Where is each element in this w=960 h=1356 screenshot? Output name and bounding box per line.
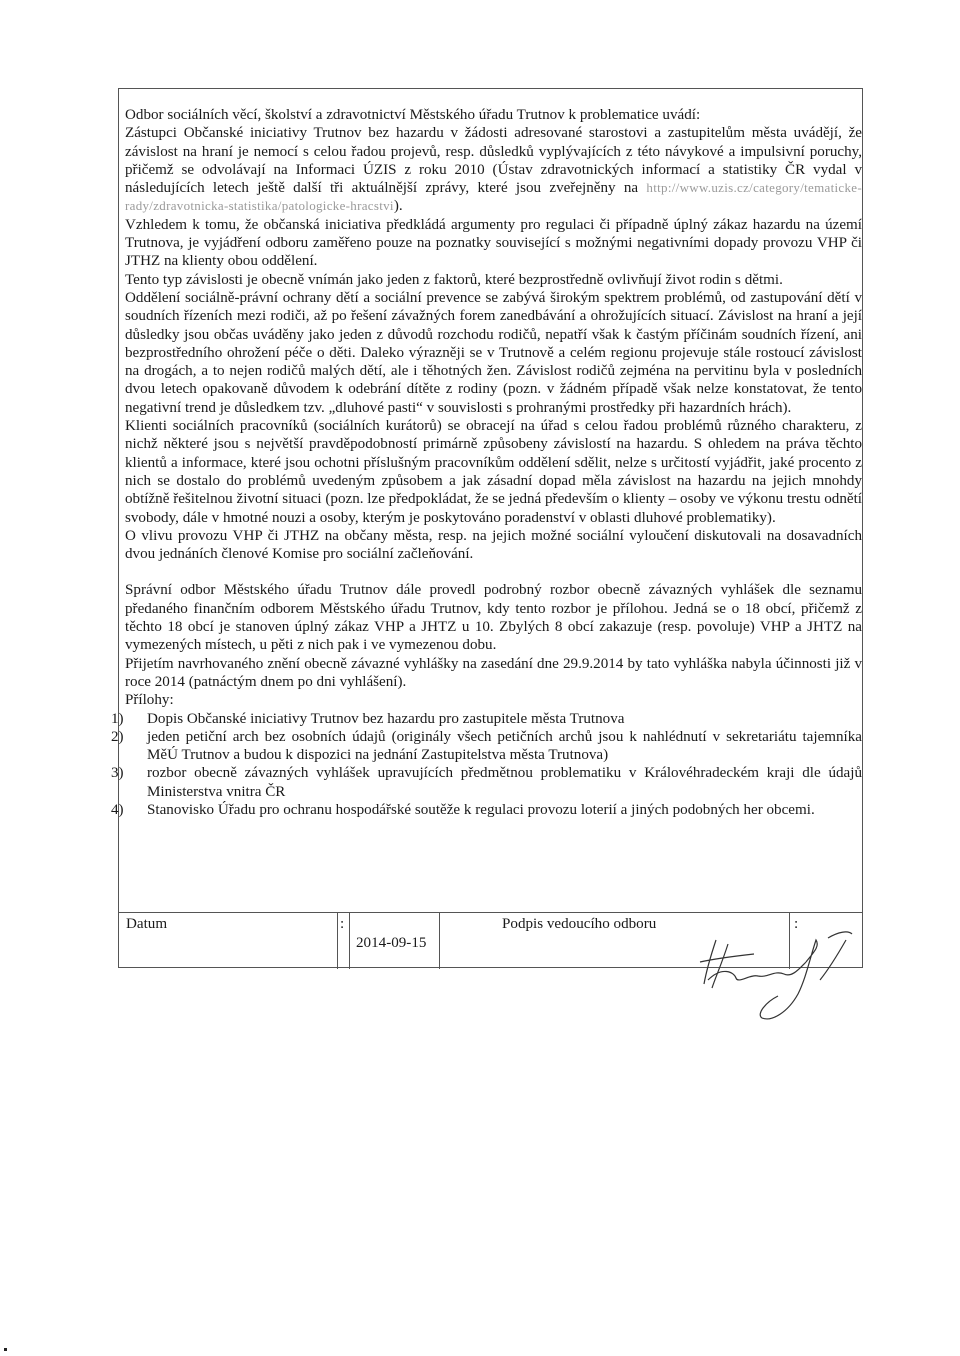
attachment-item [111, 801, 862, 819]
signature-label: Podpis vedoucího odboru [502, 916, 657, 932]
scan-dot [4, 1348, 7, 1351]
date-label: Datum [126, 916, 168, 932]
attachment-number: 4) [111, 801, 124, 818]
date-value-cell [350, 913, 440, 969]
attachment-text: jeden petiční arch bez osobních údajů (originály všech petičních archů jsou k nahlédnutí v sekretariátu tajemníka MěÚ Trutnov a budou k dispozici na jednání Zastupitelstva města Trutnova) [147, 728, 862, 764]
intro-paragraph: Odbor sociálních věcí, školství a zdravotnictví Městského úřadu Trutnov k problematice uvádí: [125, 107, 701, 123]
attachment-item [111, 710, 862, 728]
paragraph-clients: Klienti sociálních pracovníků (sociálních kurátorů) se obracejí na úřad s celou řadou problémů různého charakteru, z nichž některé jsou s největší pravděpodobností primárně způsobeny závislostí na hazardu. S ohledem na práva těchto klientů a informace, které jsou ochotni příslušným pracovníkům oddělení sdělit, nelze s určitostí vyjádřit, jaké procento z nich se dostalo do problémů uvedeným způsobem a jak zásadní dopad měla závislost na hazardu na jejich mnohdy obtížně řešitelnou životní situaci (pozn. lze předpokládat, že se jedná především o klienty – osoby ve výkonu trestu odnětí svobody, dále v hmotné nouzi a osoby, kterým je poskytováno poradenství v oblasti dluhové problematiky). [125, 418, 862, 526]
paragraph-effectiveness: Přijetím navrhovaného znění obecně závazné vyhlášky na zasedání dne 29.9.2014 by tato vyhláška nabyla účinnosti již v roce 2014 (patnáctým dnem po dni vyhlášení). [125, 655, 862, 690]
attachment-text: Dopis Občanské iniciativy Trutnov bez hazardu pro zastupitele města Trutnova [147, 710, 625, 727]
handwritten-signature [688, 918, 868, 1028]
attachment-number: 1) [111, 710, 124, 727]
attachments-list [111, 710, 862, 820]
paragraph-initiative [125, 124, 862, 215]
date-label-cell [118, 913, 338, 969]
paragraph-initiative-end: ). [393, 198, 403, 215]
signature-colon: : [794, 916, 799, 932]
attachment-item [111, 764, 862, 801]
attachment-number: 2) [111, 728, 124, 745]
paragraph-legal-analysis: Správní odbor Městského úřadu Trutnov dále provedl podrobný rozbor obecně závazných vyhlášek dle seznamu předaného finančním odborem Městského úřadu Trutnov, kdy tento rozbor je přílohou. Jedná se o 18 obcí, přičemž z těchto 18 obcí je stanoven úplný zákaz VHP a JHTZ u 10. Zbylých 8 obcí zakazuje (resp. povoluje) VHP a JHTZ na vymezených místech, u pěti z nich pak i ve vymezenou dobu. [125, 582, 862, 654]
attachment-item [111, 728, 862, 765]
attachment-text: Stanovisko Úřadu pro ochranu hospodářské soutěže k regulaci provozu loterií a jiných podobných her obcemi. [147, 801, 815, 818]
attachment-text: rozbor obecně závazných vyhlášek upravujících předmětnou problematiku v Královéhradeckém kraji dle údajů Ministerstva vnitra ČR [147, 765, 862, 800]
date-colon-cell [338, 913, 350, 969]
paragraph-regulation: Vzhledem k tomu, že občanská iniciativa předkládá argumenty pro regulaci či případně úplný zákaz hazardu na území Trutnova, je vyjádření odboru zaměřeno pouze na poznatky související s možnými negativními dopady provozu VHP či JTHZ na klienty obou oddělení. [125, 216, 862, 270]
paragraph-initiative-text: Zástupci Občanské iniciativy Trutnov bez hazardu v žádosti adresované starostovi a zastupitelům města uvádějí, že závislost na hraní je nemocí s celou řadou projevů, resp. důsledků vyplývajících z této návykové a impulsivní poruchy, přičemž se odvolávají na Informaci ÚZIS z roku 2010 (Ústav zdravotnických informací a statistiky ČR vydal v následujících letech ještě další tři aktuálnější zprávy, které jsou zveřejněny na [125, 125, 862, 197]
paragraph-commission: O vlivu provozu VHP či JTHZ na občany města, resp. na jejich možné sociální vyloučení diskutovali na dosavadních dvou jednáních členové Komise pro sociální začleňování. [125, 527, 862, 563]
date-value: 2014-09-15 [356, 935, 427, 951]
date-colon: : [340, 916, 345, 932]
attachments-title: Přílohy: [125, 692, 174, 709]
paragraph-spacer [125, 563, 862, 581]
paragraph-ospod: Oddělení sociálně-právní ochrany dětí a sociální prevence se zabývá širokým spektrem problémů, od zastupování dětí v soudních řízeních mezi rodiči, až po řešení závažných forem zanedbávání a ohrožujících situací. Závislost na hraní a její důsledky jsou občas uváděny jako jeden z důvodů rozchodu rodičů, nepatří však k častým příčinám soudních řízení, ani bezprostředního ohrožení péče o děti. Daleko výrazněji se v Trutnově a celém regionu projevuje stále rostoucí závislost na drogách, a to nejen rodičů malých dětí, ale i těhotných žen. Závislost rodičů zejména na pervitinu byla v posledních dvou letech opakovaně důvodem k odebrání dítěte z rodiny (pozn. v žádném případě však nelze konstatovat, že tento negativní trend je důsledkem tzv. „dluhové pasti“ v souvislosti s prohranými prostředky při hazardních hrách). [125, 289, 862, 416]
document-body [111, 106, 862, 819]
uzis-link[interactable]: http://www.uzis.cz/category/tematicke-rady/zdravotnicka-statistika/patologicke-hracstvi [125, 180, 862, 214]
attachment-number: 3) [111, 765, 124, 782]
paragraph-addiction-type: Tento typ závislosti je obecně vnímán jako jeden z faktorů, které bezprostředně ovlivňují život rodin s dětmi. [125, 271, 783, 288]
